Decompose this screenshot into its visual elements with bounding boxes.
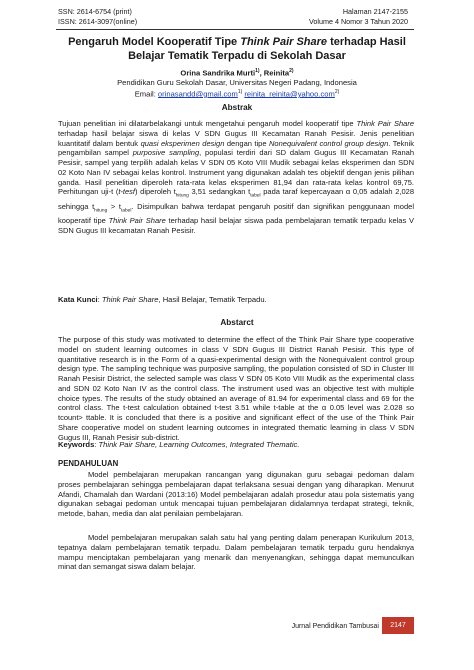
author-sep: , xyxy=(259,68,264,78)
text: dengan tipe xyxy=(224,138,270,148)
author-name: Reinita xyxy=(263,68,290,78)
volume-info: Volume 4 Nomor 3 Tahun 2020 xyxy=(309,17,408,26)
issn-block xyxy=(58,7,137,27)
author-name: Orina Sandrika Murti xyxy=(180,68,256,78)
text: : xyxy=(97,295,102,304)
intro-paragraph-1: Model pembelajaran merupakan rancangan yang digunakan guru sebagai pedoman dalam proses pembelajaran sehingga pembelajaran dapat terlaksana sesuai dengan yang diharapkan. Menurut Afandi, Chamalah dan Wardani (2013:16) Model pembelajaran adalah prosedur atau pola sistematis yang digunakan sebagai pedoman untuk mencapai tujuan pembelajaran didalamnya terdapat strategi, teknik, metode, bahan, media dan alat penilaian pembelajaran. xyxy=(58,470,414,518)
text: 3,51 sedangkan t xyxy=(188,187,251,197)
kata-kunci xyxy=(58,295,414,304)
abstract-heading: Abstarct xyxy=(220,318,254,327)
title-part: Pengaruh Model Kooperatif Tipe xyxy=(68,36,241,48)
text: , populasi terdiri dari SD dalam Gugus III Kecamatan Ranah Pesisir, sampel yang terpilih adalah kelas V SDN 05 Koto VIII Mudik sebagai kelas eksperimen dan SDN 02 Koto Nan IV sebagai kelas kontrol. Instrument yang digunakan adalah tes objektif dengan jenis pilihan ganda. Hasil penelitian diperoleh rata-rata kelas eksperimen 81,94 dan rata-rata kelas kontrol 69,75. Perhitungan uji-t ( xyxy=(58,148,414,197)
email-link-1[interactable]: orinasandd@gmail.com xyxy=(157,89,238,99)
text: terhadap hasil belajar siswa pada pembelajaran tematik terpadu kelas V SDN Gugus III kecamatan Ranah Pesisir. xyxy=(58,215,414,235)
text: Tujuan penelitian ini dilatarbelakangi untuk mengetahui pengaruh model kooperatif tipe xyxy=(58,119,357,128)
affiliation: Pendidikan Guru Sekolah Dasar, Universitas Negeri Padang, Indonesia xyxy=(117,78,357,88)
page-range: Halaman 2147-2155 xyxy=(342,7,408,16)
keywords-label: Keywords xyxy=(58,440,95,449)
text-italic: t-tesf xyxy=(118,187,136,197)
email-line xyxy=(56,88,418,99)
email-label: Email: xyxy=(134,89,158,99)
paper-title xyxy=(56,36,418,63)
text-italic: Think Pair Share, Learning Outcomes, Integrated Thematic. xyxy=(98,440,300,449)
text: . Teknik pengambilan sampel xyxy=(58,138,414,158)
text: . Disimpulkan bahwa terdapat pengaruh positif dan signifikan penggunaan model kooperatif tipe xyxy=(58,201,414,225)
text: terhadap hasil belajar siswa di kelas V SDN Gugus III Kecamatan Ranah Pesisir. Jenis penelitian kuantitatif dalam bentuk xyxy=(58,128,414,148)
author-sup: 2) xyxy=(289,68,294,74)
text: pada taraf kepercayaan α 0,05 adalah 2,028 sehingga t xyxy=(58,187,415,211)
keywords xyxy=(58,440,414,449)
text-italic: Nonequivalent control group design xyxy=(269,138,389,148)
title-italic: Think Pair Share xyxy=(240,36,328,48)
issn-online: ISSN: 2614-3097(online) xyxy=(58,17,138,26)
email-sup: 1) xyxy=(237,88,243,95)
title-part: terhadap Hasil xyxy=(327,36,406,48)
text: : xyxy=(94,440,99,449)
text-italic: Think Pair Share xyxy=(356,119,414,128)
author-sup: 1) xyxy=(255,68,260,74)
subscript: tabel xyxy=(121,208,132,213)
kata-kunci-label: Kata Kunci xyxy=(58,295,98,304)
text: , Hasil Belajar, Tematik Terpadu. xyxy=(158,295,267,304)
email-sup: 2) xyxy=(334,88,340,95)
abstrak-body xyxy=(58,119,414,235)
journal-name: Jurnal Pendidikan Tambusai xyxy=(291,623,379,630)
intro-paragraph-2: Model pembelajaran merupakan salah satu hal yang penting dalam penerapan Kurikulum 2013, tepatnya dalam pembelajaran tematik terpadu. Dalam pembelajaran tematik terpadu guru hendaknya mampu menciptakan pembelajaran yang menarik dan menyenangkan, sehingga dapat memunculkan minat dan semangat siswa dalam belajar. xyxy=(58,533,414,572)
text-italic: quasi eksperimen design xyxy=(140,138,225,148)
page-number: 2147 xyxy=(382,617,414,634)
author-names xyxy=(56,67,418,78)
subscript: hitung xyxy=(175,193,189,199)
section-heading: PENDAHULUAN xyxy=(58,459,119,468)
subscript: tabel xyxy=(250,193,261,199)
volume-block xyxy=(309,7,408,27)
title-line-2: Belajar Tematik Terpadu di Sekolah Dasar xyxy=(128,49,346,62)
text-italic: purposive sampling xyxy=(132,148,200,158)
header-divider xyxy=(56,29,414,30)
abstract-body: The purpose of this study was motivated to determine the effect of the Think Pair Share type cooperative model on student learning outcomes in class V SDN Gugus III District Ranah Pesisir. This type of quantitative research is in the Form of a quasi-experimental design with the Nonequivalent control group design type. The sampling technique was purposive sampling, the population consisted of SD in Cluster III Ranah Pesisir District, the selected sample was class V SDN 05 Koto VIII Mudik as the experimental class and SDN 02 Koto Nan IV as the control class. The instrument used was an objective test with multiple choice types. The results of the study obtained an average of 81.94 for experimental class and 69 for the control class. The t-test calculation obtained t-test 3.51 while t-table at the α 0.05 level was 2.028 so tcount> ttable. It is concluded that there is a positive and significant effect of the use of the Think Pair Share cooperative model on student learning outcomes in integrated thematic learning in class V SDN Gugus III, Ranah Pesisir sub-district. xyxy=(58,335,414,442)
subscript: hitung xyxy=(94,208,108,213)
text: > t xyxy=(107,201,122,211)
text: ) diperoleh t xyxy=(135,187,176,197)
author-block xyxy=(56,67,418,99)
text-italic: Think Pair Share xyxy=(108,215,166,225)
text-italic: Think Pair Share xyxy=(101,295,159,304)
issn-print: SSN: 2614-6754 (print) xyxy=(58,7,132,16)
email-link-2[interactable]: reinita_reinita@yahoo.com xyxy=(244,89,335,99)
abstrak-heading: Abstrak xyxy=(221,103,253,112)
